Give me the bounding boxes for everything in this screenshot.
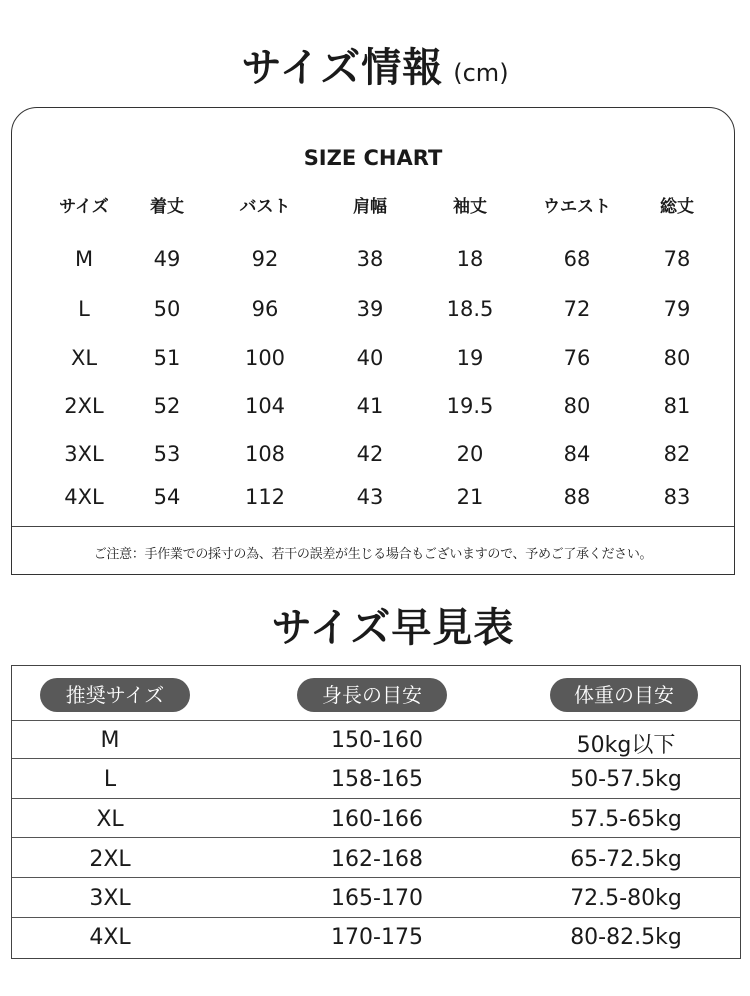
quick-size-title: サイズ早見表 (271, 605, 515, 651)
quick-table-height: 158-165 (331, 767, 423, 792)
size-chart-cell: 43 (356, 485, 384, 509)
size-chart-cell: 79 (663, 297, 691, 321)
quick-table-size: 2XL (89, 847, 131, 872)
page-title (0, 36, 750, 93)
size-chart-cell: 104 (244, 394, 286, 418)
size-chart-cell: 83 (663, 485, 691, 509)
page-title-text: サイズ情報 (241, 45, 444, 91)
size-chart-heading: SIZE CHART (303, 146, 443, 170)
size-chart-cell: 72 (563, 297, 591, 321)
quick-table-height: 150-160 (331, 728, 423, 753)
size-chart-cell: 41 (356, 394, 384, 418)
size-chart-cell: 42 (356, 442, 384, 466)
size-chart-size-label: 4XL (64, 485, 104, 509)
size-chart-cell: 100 (244, 346, 286, 370)
quick-table-row-divider (12, 877, 740, 878)
size-chart-size-label: L (78, 297, 90, 321)
size-chart-header: サイズ (59, 197, 109, 217)
quick-table-row-divider (12, 837, 740, 838)
size-chart-cell: 52 (153, 394, 181, 418)
page-title-unit: (cm) (453, 59, 509, 87)
quick-table-size: 3XL (89, 886, 131, 911)
quick-table-size: L (103, 767, 117, 792)
size-chart-header: 肩幅 (353, 197, 387, 217)
size-chart-cell: 40 (356, 346, 384, 370)
quick-table-height: 170-175 (331, 925, 423, 950)
size-chart-cell: 19 (456, 346, 484, 370)
size-chart-size-label: 2XL (64, 394, 104, 418)
measurement-note: ご注意：手作業での採寸の為、若干の誤差が生じる場合もございますので、予めご了承ください。 (93, 547, 653, 562)
size-chart-cell: 80 (563, 394, 591, 418)
quick-table-weight: 57.5-65kg (570, 807, 682, 832)
size-chart-cell: 96 (251, 297, 279, 321)
quick-table-weight: 80-82.5kg (570, 925, 682, 950)
size-chart-panel (11, 107, 735, 575)
size-chart-size-label: M (74, 247, 94, 271)
size-chart-header: バスト (239, 197, 291, 217)
size-chart-cell: 50 (153, 297, 181, 321)
size-chart-cell: 53 (153, 442, 181, 466)
size-chart-cell: 38 (356, 247, 384, 271)
size-chart-cell: 49 (153, 247, 181, 271)
size-chart-cell: 82 (663, 442, 691, 466)
quick-table-row-divider (12, 798, 740, 799)
quick-table-row-divider (12, 720, 740, 721)
quick-table-header-pill: 体重の目安 (550, 678, 698, 712)
size-chart-cell: 80 (663, 346, 691, 370)
size-chart-header: 着丈 (150, 197, 184, 217)
size-chart-header: 袖丈 (453, 197, 487, 217)
size-chart-size-label: 3XL (64, 442, 104, 466)
size-chart-cell: 81 (663, 394, 691, 418)
quick-table-header-pill: 身長の目安 (297, 678, 447, 712)
size-chart-cell: 51 (153, 346, 181, 370)
size-chart-header: ウエスト (543, 197, 611, 217)
quick-table-size: XL (96, 807, 124, 832)
size-chart-cell: 21 (456, 485, 484, 509)
size-chart-cell: 18 (456, 247, 484, 271)
quick-table-weight: 65-72.5kg (570, 847, 682, 872)
size-chart-cell: 18.5 (446, 297, 494, 321)
quick-table-height: 162-168 (331, 847, 423, 872)
quick-table-row-divider (12, 917, 740, 918)
size-chart-cell: 108 (244, 442, 286, 466)
size-chart-divider (12, 526, 734, 527)
size-chart-cell: 39 (356, 297, 384, 321)
quick-table-weight: 50-57.5kg (570, 767, 682, 792)
quick-table-weight: 50kg以下 (576, 733, 676, 758)
quick-size-table (11, 665, 741, 959)
quick-table-header-pill: 推奨サイズ (40, 678, 190, 712)
size-chart-header: 総丈 (660, 197, 694, 217)
size-chart-cell: 68 (563, 247, 591, 271)
size-chart-cell: 78 (663, 247, 691, 271)
quick-table-height: 160-166 (331, 807, 423, 832)
size-chart-cell: 76 (563, 346, 591, 370)
quick-table-size: M (100, 728, 120, 753)
size-chart-cell: 19.5 (446, 394, 494, 418)
size-chart-cell: 54 (153, 485, 181, 509)
size-chart-cell: 84 (563, 442, 591, 466)
quick-table-size: 4XL (89, 925, 131, 950)
size-chart-cell: 112 (244, 485, 286, 509)
quick-table-height: 165-170 (331, 886, 423, 911)
size-chart-cell: 92 (251, 247, 279, 271)
size-chart-size-label: XL (70, 346, 98, 370)
size-chart-cell: 20 (456, 442, 484, 466)
size-chart-cell: 88 (563, 485, 591, 509)
quick-table-weight: 72.5-80kg (570, 886, 682, 911)
